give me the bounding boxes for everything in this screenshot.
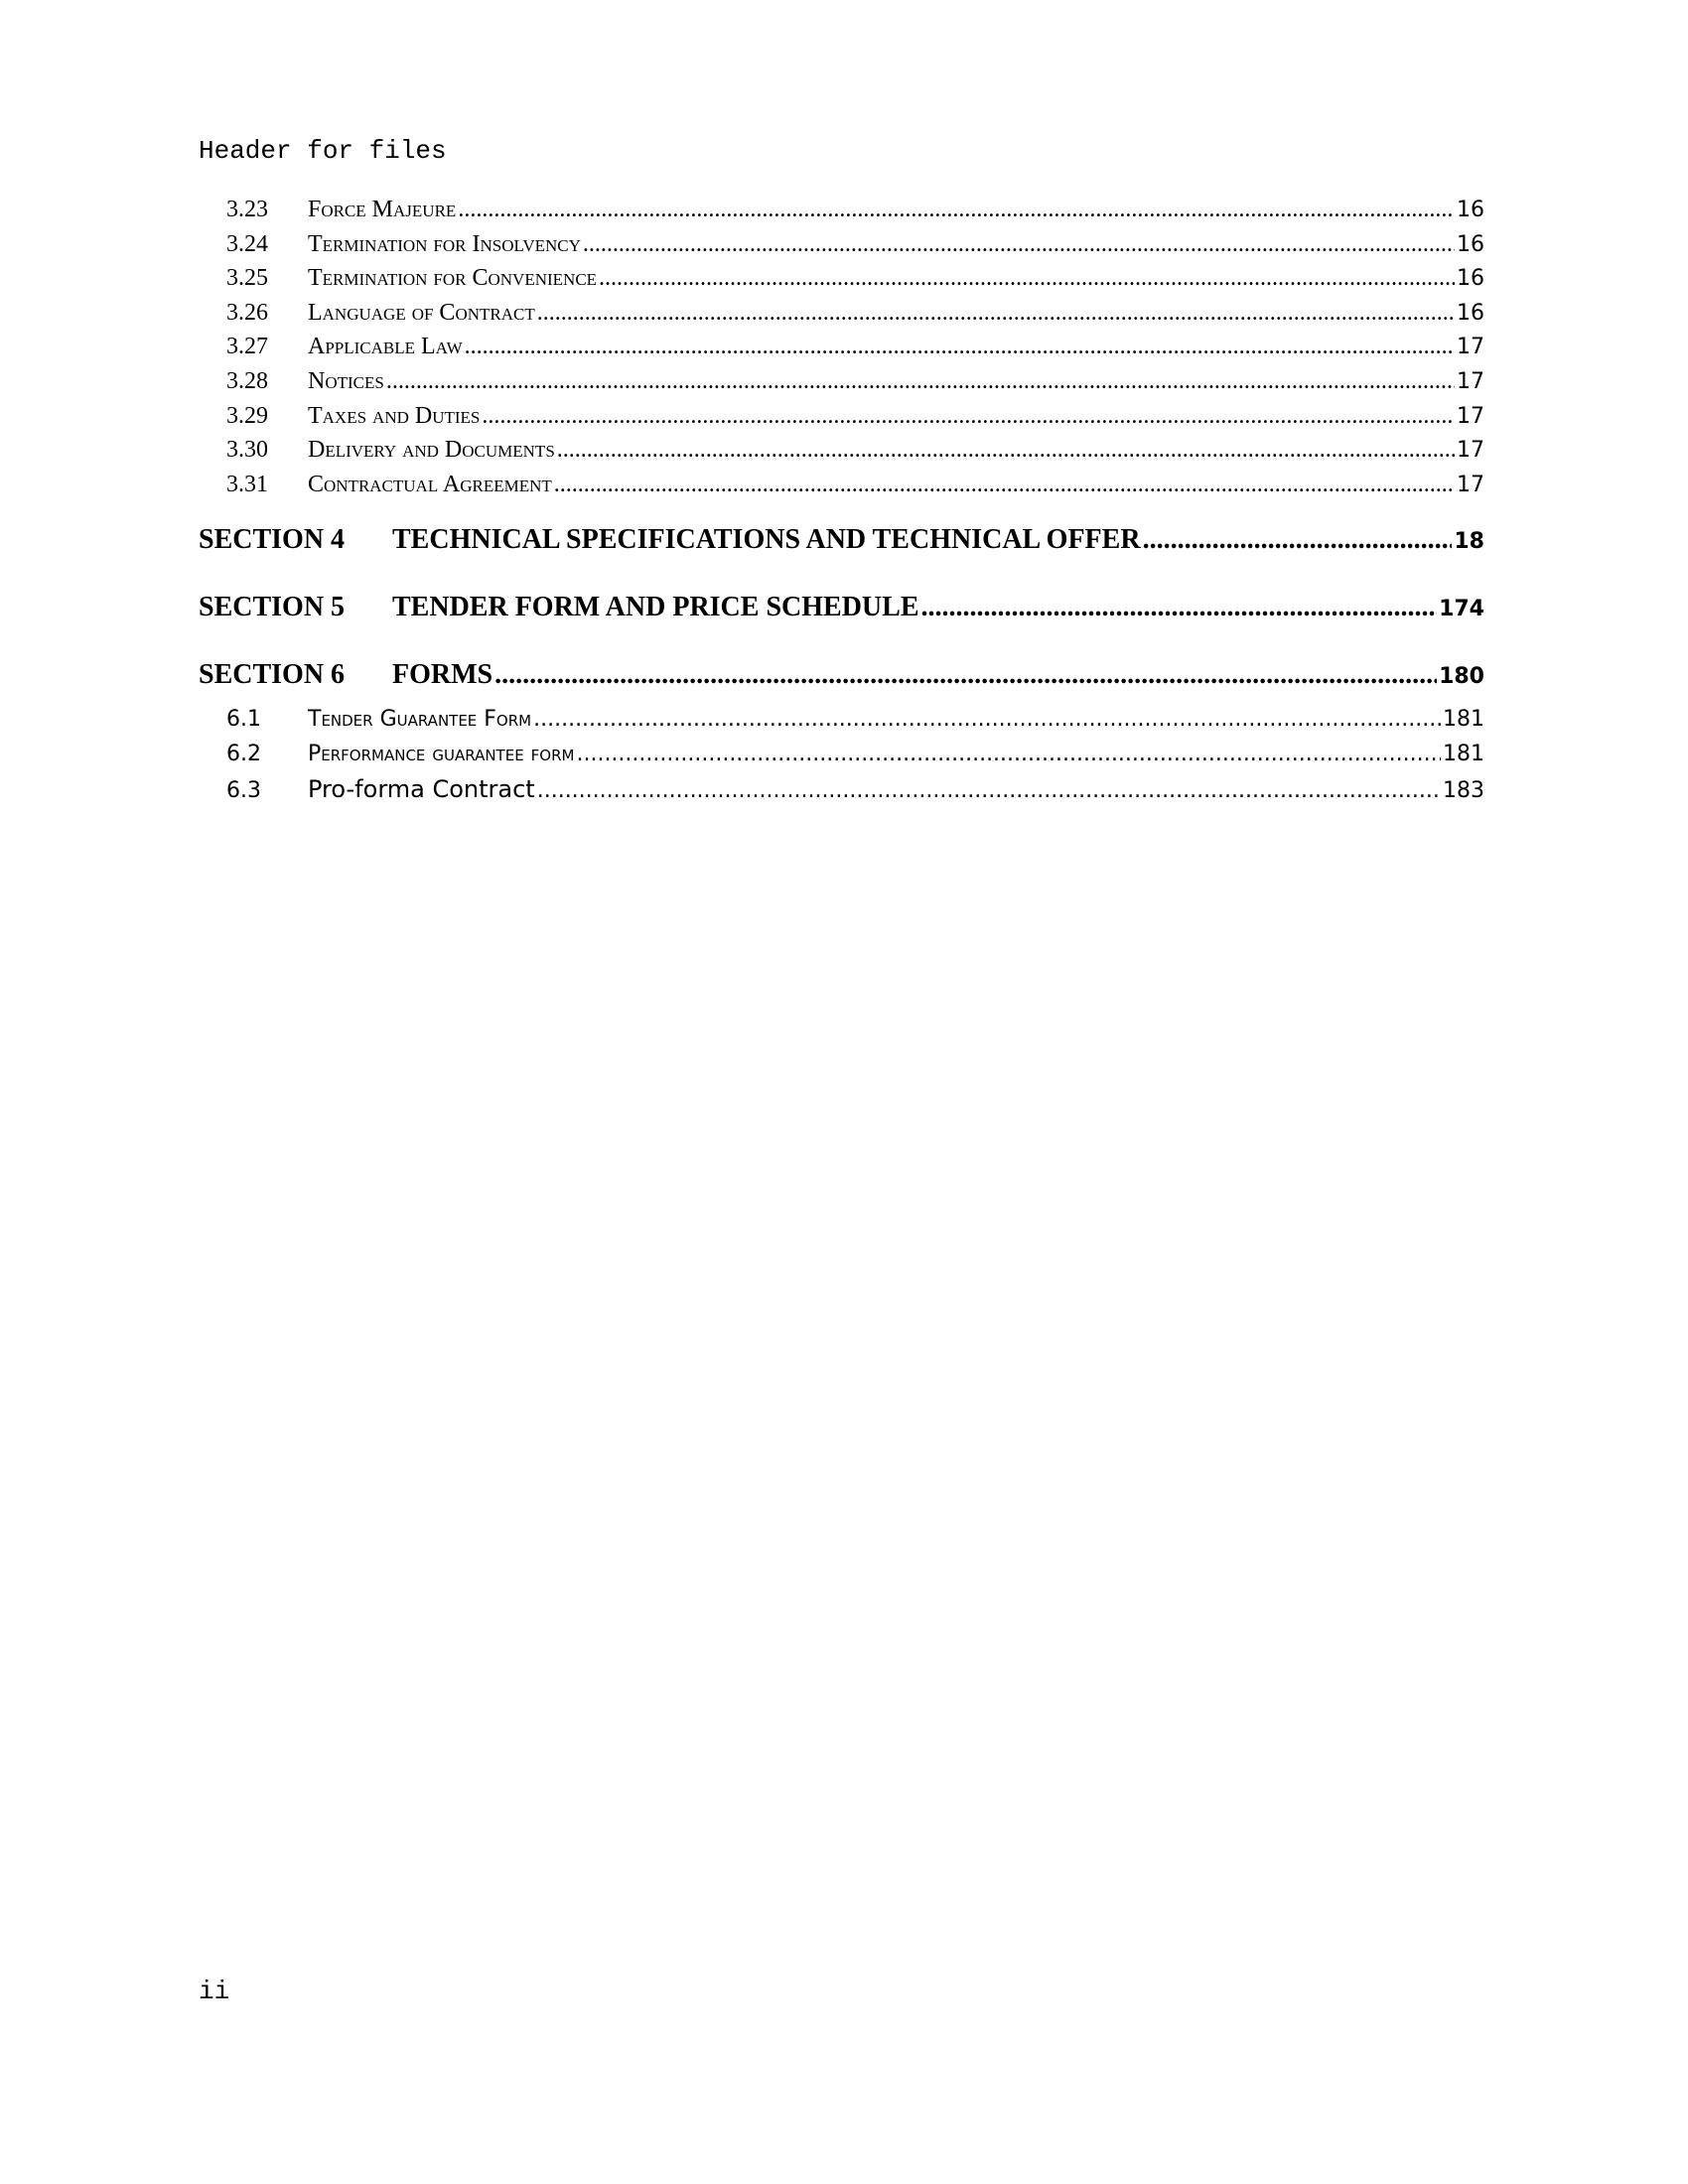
toc-section-entry[interactable] xyxy=(199,574,1484,641)
page-number-footer: ii xyxy=(199,1977,230,2006)
toc-entry[interactable] xyxy=(199,231,1484,266)
toc-entry[interactable] xyxy=(199,300,1484,335)
toc-entry-number: 3.25 xyxy=(226,265,268,292)
toc-entry-number: 3.27 xyxy=(226,334,268,360)
toc-entry-number: 6.3 xyxy=(226,778,261,804)
toc-entry-page: 17 xyxy=(1457,472,1484,497)
toc-section-number: SECTION 5 xyxy=(199,592,346,622)
toc-entry[interactable] xyxy=(199,707,1484,742)
toc-entry-page: 16 xyxy=(1457,266,1484,292)
toc-entry-page: 183 xyxy=(1443,778,1484,804)
dot-leader xyxy=(494,641,1437,709)
toc-entry-page: 17 xyxy=(1457,403,1484,429)
dot-leader xyxy=(1143,506,1453,574)
toc-entry-page: 16 xyxy=(1457,300,1484,326)
dot-leader xyxy=(921,574,1438,641)
toc-entry-page: 16 xyxy=(1457,198,1484,222)
toc-entry-number: 6.2 xyxy=(226,741,261,766)
toc-subsection-6-list xyxy=(199,707,1484,810)
toc-entry-title: Contractual Agreement xyxy=(308,471,552,497)
toc-section-entry[interactable] xyxy=(199,641,1484,709)
dot-leader xyxy=(537,300,1455,327)
dot-leader xyxy=(533,707,1441,732)
toc-section-entry[interactable] xyxy=(199,506,1484,574)
toc-section-page: 180 xyxy=(1439,664,1484,689)
dot-leader xyxy=(576,742,1441,766)
dot-leader xyxy=(557,437,1455,464)
dot-leader xyxy=(554,472,1455,498)
toc-entry-title: Performance guarantee form xyxy=(308,741,575,766)
dot-leader xyxy=(583,231,1455,258)
toc-entry[interactable] xyxy=(199,334,1484,368)
toc-entry[interactable] xyxy=(199,197,1484,231)
toc-entry-number: 3.31 xyxy=(226,471,268,497)
toc-entry-page: 181 xyxy=(1443,741,1484,766)
toc-entry[interactable] xyxy=(199,472,1484,506)
toc-entry[interactable] xyxy=(199,403,1484,438)
toc-entry[interactable] xyxy=(199,437,1484,472)
toc-entry-page: 17 xyxy=(1457,438,1484,464)
toc-section-page: 18 xyxy=(1454,529,1484,554)
dot-leader xyxy=(537,778,1441,803)
toc-entry-title: Pro-forma Contract xyxy=(308,775,535,804)
toc-entry-number: 6.1 xyxy=(226,707,261,732)
toc-section-number: SECTION 4 xyxy=(199,524,346,555)
toc-section-title: FORMS xyxy=(392,659,493,690)
toc-entry-title: Termination for Convenience xyxy=(308,265,598,292)
toc-subsection-3-list xyxy=(199,197,1484,505)
dot-leader xyxy=(465,334,1455,360)
toc-entry-title: Applicable Law xyxy=(308,334,463,360)
toc-entry-page: 16 xyxy=(1457,231,1484,257)
dot-leader xyxy=(599,265,1455,292)
toc-entry-page: 17 xyxy=(1457,368,1484,394)
toc-entry-number: 3.28 xyxy=(226,367,268,394)
toc-entry-title: Termination for Insolvency xyxy=(308,230,581,257)
toc-section-number: SECTION 6 xyxy=(199,659,346,690)
toc-entry-number: 3.23 xyxy=(226,197,268,222)
toc-entry[interactable] xyxy=(199,265,1484,300)
toc-entry-title: Notices xyxy=(308,367,384,394)
toc-entry-number: 3.24 xyxy=(226,230,268,257)
dot-leader xyxy=(458,197,1455,223)
dot-leader xyxy=(482,403,1455,430)
toc-entry-page: 181 xyxy=(1443,707,1484,732)
toc-entry[interactable] xyxy=(199,742,1484,776)
page-header: Header for files xyxy=(199,136,447,166)
toc-entry-number: 3.30 xyxy=(226,437,268,464)
toc-entry-title: Force Majeure xyxy=(308,197,457,222)
toc-section-title: TECHNICAL SPECIFICATIONS AND TECHNICAL OFFER xyxy=(392,524,1141,555)
toc-entry-number: 3.26 xyxy=(226,299,268,326)
dot-leader xyxy=(386,368,1455,395)
toc-entry[interactable] xyxy=(199,775,1484,810)
toc-entry-title: Delivery and Documents xyxy=(308,437,555,464)
toc-entry-number: 3.29 xyxy=(226,402,268,429)
toc-section-list xyxy=(199,506,1484,709)
toc-entry-page: 17 xyxy=(1457,335,1484,360)
toc-entry-title: Tender Guarantee Form xyxy=(308,707,532,732)
toc-section-page: 174 xyxy=(1439,597,1484,621)
toc-entry[interactable] xyxy=(199,368,1484,403)
toc-entry-title: Language of Contract xyxy=(308,299,535,326)
toc-section-title: TENDER FORM AND PRICE SCHEDULE xyxy=(392,592,919,622)
toc-entry-title: Taxes and Duties xyxy=(308,402,481,429)
